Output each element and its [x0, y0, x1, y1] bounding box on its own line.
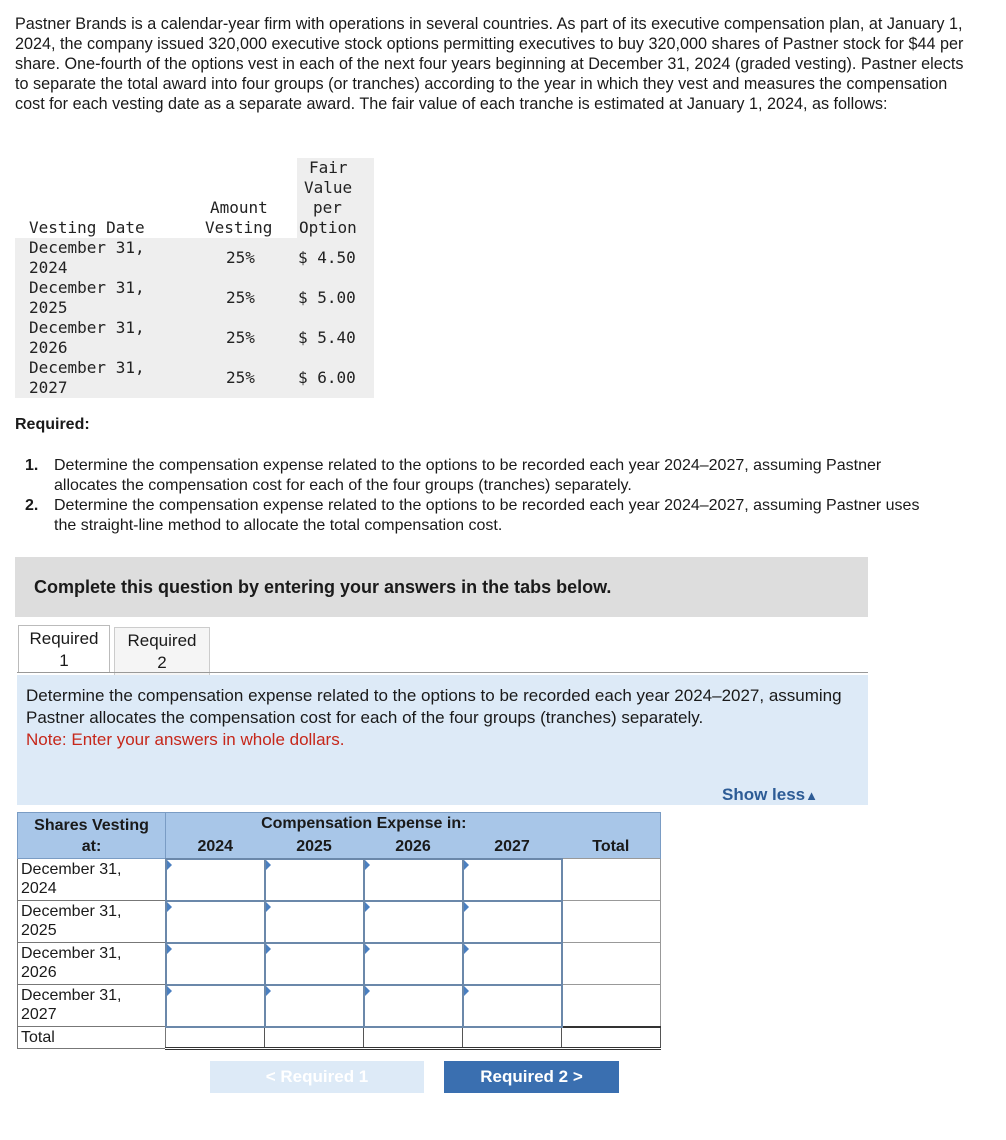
year-header-2024: 2024: [166, 836, 265, 859]
table-row: [18, 901, 661, 943]
row-label-2026: [18, 943, 166, 985]
tab-required-1-number: 1: [59, 651, 69, 670]
fv-row1-date-line1: December 31,: [29, 238, 145, 257]
tab-required-1[interactable]: [18, 625, 110, 673]
compensation-expense-table: [17, 812, 661, 1050]
row-label-2025-line2: 2025: [21, 922, 57, 939]
required-heading: Required:: [15, 416, 90, 433]
total-header: Total: [562, 836, 661, 859]
input-2025-col-2026[interactable]: [364, 901, 463, 943]
fv-col3-header-line1: Fair: [309, 158, 348, 177]
amount-input[interactable]: [266, 902, 363, 942]
input-marker-icon: [266, 902, 271, 912]
total-2026: [364, 1027, 463, 1049]
input-2025-col-2025[interactable]: [265, 901, 364, 943]
input-2026-col-2026[interactable]: [364, 943, 463, 985]
tab-required-2[interactable]: [114, 627, 210, 675]
fv-row4-date-line1: December 31,: [29, 358, 145, 377]
table-row: [18, 943, 661, 985]
amount-input[interactable]: [266, 944, 363, 984]
input-marker-icon: [365, 944, 370, 954]
input-marker-icon: [464, 902, 469, 912]
input-marker-icon: [167, 944, 172, 954]
table-row: [18, 859, 661, 901]
fv-row2-date-line1: December 31,: [29, 278, 145, 297]
shares-vesting-header-line2: at:: [81, 837, 102, 855]
amount-input[interactable]: [365, 944, 462, 984]
shares-vesting-header-line1: Shares Vesting: [34, 816, 149, 834]
total-2027: [463, 1027, 562, 1049]
input-marker-icon: [266, 944, 271, 954]
input-marker-icon: [167, 860, 172, 870]
fv-row1-date-line2: 2024: [29, 258, 68, 277]
input-marker-icon: [464, 944, 469, 954]
amount-input[interactable]: [167, 944, 264, 984]
input-2025-col-2027[interactable]: [463, 901, 562, 943]
input-2024-tranche-2024[interactable]: [166, 859, 265, 901]
total-row: [18, 1027, 661, 1049]
shares-vesting-header: [18, 813, 166, 859]
amount-input[interactable]: [167, 860, 264, 900]
amount-input[interactable]: [464, 902, 561, 942]
input-2027-col-2024[interactable]: [166, 985, 265, 1027]
row-label-2025-line1: December 31,: [21, 903, 122, 920]
input-marker-icon: [167, 902, 172, 912]
row-total-2024: [562, 859, 661, 901]
compensation-expense-group-header: Compensation Expense in:: [166, 813, 562, 836]
tab-required-1-label: Required: [29, 629, 99, 648]
fv-row1-amount: 25%: [226, 248, 255, 267]
fv-col1-header: Vesting Date: [29, 218, 145, 237]
row-label-2026-line1: December 31,: [21, 945, 122, 962]
total-header-spacer: [562, 813, 661, 836]
amount-input[interactable]: [167, 902, 264, 942]
row-label-2026-line2: 2026: [21, 964, 57, 981]
tab-divider: [17, 672, 868, 673]
input-marker-icon: [365, 860, 370, 870]
row-total-2027: [562, 985, 661, 1027]
requirements-list: [15, 456, 935, 536]
row-label-2027-line1: December 31,: [21, 987, 122, 1004]
fv-col3-header-line2: Value: [304, 178, 353, 197]
amount-input[interactable]: [464, 986, 561, 1026]
requirement-2-number: 2.: [25, 497, 39, 514]
row-total-2026: [562, 943, 661, 985]
fv-row3-amount: 25%: [226, 328, 255, 347]
tab-instructions-text: Determine the compensation expense related to the options to be recorded each year 2024–2027, assuming Pastner allocates the compensation cost for each of the four groups (tranches) separately.: [26, 686, 842, 727]
fv-col2-header-line1: Amount: [210, 198, 268, 217]
chevron-left-icon: <: [265, 1067, 276, 1086]
year-header-2026: 2026: [364, 836, 463, 859]
row-label-2027: [18, 985, 166, 1027]
chevron-right-icon: >: [572, 1067, 583, 1086]
fv-row3-value: $ 5.40: [298, 328, 356, 347]
fv-col2-header-line2: Vesting: [205, 218, 273, 237]
input-2026-col-2027[interactable]: [463, 943, 562, 985]
year-header-2025: 2025: [265, 836, 364, 859]
fv-row2-value: $ 5.00: [298, 288, 356, 307]
previous-required-label: Required 1: [280, 1067, 369, 1086]
problem-intro: Pastner Brands is a calendar-year firm with operations in several countries. As part of its executive compensation plan, at January 1, 2024, the company issued 320,000 executive stock options permitting executives to buy 320,000 shares of Pastner stock for $44 per share. One-fourth of the options vest in each of the next four years beginning at December 31, 2024 (graded vesting). Pastner elects to separate the total award into four groups (or tranches) according to the year in which they vest and measures the compensation cost for each vesting date as a separate award. The fair value of each tranche is estimated at January 1, 2024, as follows:: [15, 15, 964, 113]
total-2024: [166, 1027, 265, 1049]
fv-col3-header-line4: Option: [299, 218, 357, 237]
tab-required-2-label: Required: [127, 631, 197, 650]
amount-input[interactable]: [266, 986, 363, 1026]
fv-row4-value: $ 6.00: [298, 368, 356, 387]
row-label-2024: [18, 859, 166, 901]
fv-row2-date-line2: 2025: [29, 298, 68, 317]
fv-col3-header-line3: per: [313, 198, 342, 217]
requirement-1-number: 1.: [25, 457, 39, 474]
requirement-1-text: Determine the compensation expense related to the options to be recorded each year 2024–2027, assuming Pastner allocates the compensation cost for each of the four groups (tranches) separately.: [54, 457, 882, 494]
input-2025-col-2024[interactable]: [166, 901, 265, 943]
amount-input[interactable]: [365, 986, 462, 1026]
total-2025: [265, 1027, 364, 1049]
row-label-2024-line1: December 31,: [21, 861, 122, 878]
input-marker-icon: [365, 902, 370, 912]
fv-row3-date-line2: 2026: [29, 338, 68, 357]
input-2026-col-2025[interactable]: [265, 943, 364, 985]
requirement-2-text: Determine the compensation expense related to the options to be recorded each year 2024–2027, assuming Pastner uses the straight-line method to allocate the total compensation cost.: [54, 497, 920, 534]
input-marker-icon: [464, 860, 469, 870]
instructions-banner: Complete this question by entering your answers in the tabs below.: [15, 557, 868, 617]
whole-dollars-note: Note: Enter your answers in whole dollars.: [26, 730, 345, 749]
input-marker-icon: [266, 986, 271, 996]
row-label-2025: [18, 901, 166, 943]
input-marker-icon: [167, 986, 172, 996]
amount-input[interactable]: [167, 986, 264, 1026]
fv-row1-value: $ 4.50: [298, 248, 356, 267]
show-less-toggle[interactable]: [722, 785, 818, 805]
input-marker-icon: [464, 986, 469, 996]
input-marker-icon: [266, 860, 271, 870]
requirement-2: [15, 496, 935, 536]
input-marker-icon: [365, 986, 370, 996]
requirement-1: [15, 456, 935, 496]
amount-input[interactable]: [464, 944, 561, 984]
input-2026-col-2024[interactable]: [166, 943, 265, 985]
table-row: [18, 985, 661, 1027]
row-label-2024-line2: 2024: [21, 880, 57, 897]
tab-required-2-number: 2: [157, 653, 167, 672]
row-total-2025: [562, 901, 661, 943]
fv-row3-date-line1: December 31,: [29, 318, 145, 337]
amount-input[interactable]: [266, 860, 363, 900]
grand-total: [562, 1027, 661, 1049]
amount-input[interactable]: [365, 902, 462, 942]
input-2027-col-2025[interactable]: [265, 985, 364, 1027]
input-2024-tranche-2027[interactable]: [463, 859, 562, 901]
previous-required-button[interactable]: [210, 1061, 424, 1093]
triangle-up-icon: ▲: [805, 788, 819, 803]
input-2024-tranche-2026[interactable]: [364, 859, 463, 901]
input-2027-col-2027[interactable]: [463, 985, 562, 1027]
fv-row4-date-line2: 2027: [29, 378, 68, 397]
next-required-button[interactable]: [444, 1061, 619, 1093]
show-less-label: Show less: [722, 785, 806, 804]
fv-row4-amount: 25%: [226, 368, 255, 387]
row-label-2027-line2: 2027: [21, 1006, 57, 1023]
year-header-2027: 2027: [463, 836, 562, 859]
input-2024-tranche-2025[interactable]: [265, 859, 364, 901]
input-2027-col-2026[interactable]: [364, 985, 463, 1027]
amount-input[interactable]: [464, 860, 561, 900]
next-required-label: Required 2: [480, 1067, 569, 1086]
total-row-label: Total: [18, 1027, 166, 1049]
fv-row2-amount: 25%: [226, 288, 255, 307]
fair-value-table: [15, 158, 374, 398]
amount-input[interactable]: [365, 860, 462, 900]
